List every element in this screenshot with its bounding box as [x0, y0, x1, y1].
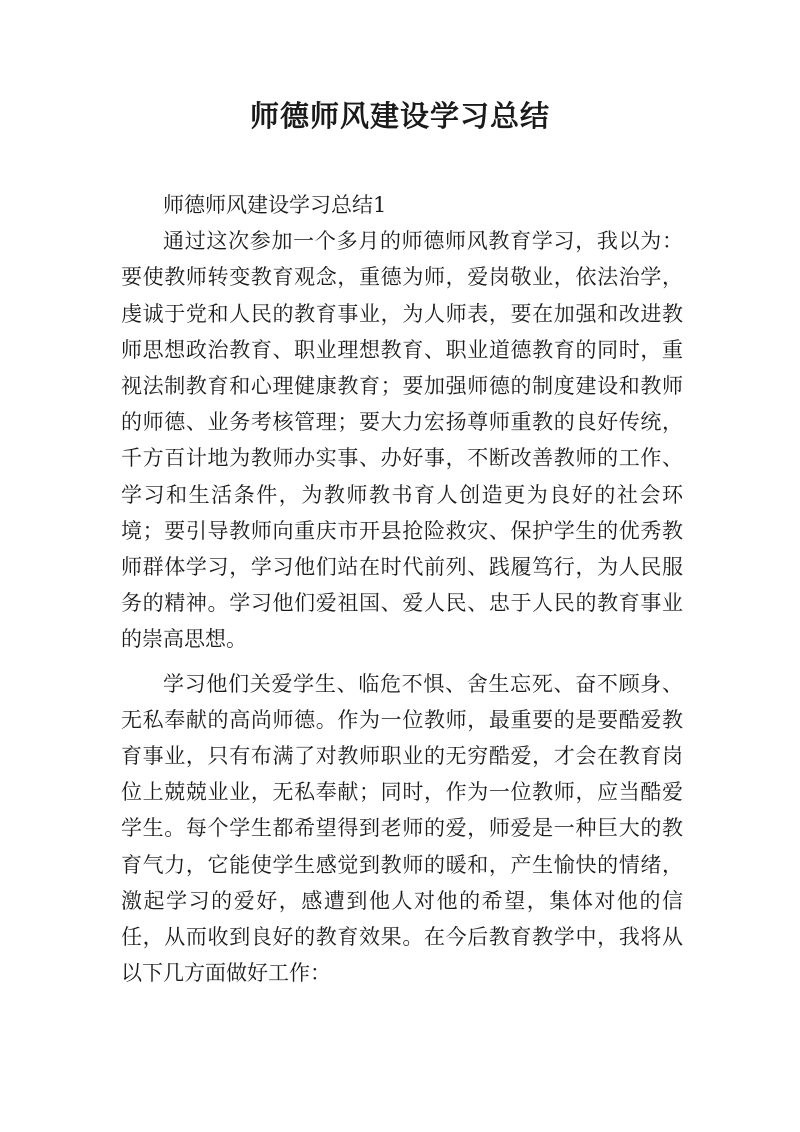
document-body: [121, 187, 683, 991]
body-paragraph-1: 通过这次参加一个多月的师德师风教育学习，我以为：要使教师转变教育观念，重德为师，爱岗敬业，依法治学，虔诚于党和人民的教育事业，为人师表，要在加强和改进教师思想政治教育、职业理想教育、职业道德教育的同时，重视法制教育和心理健康教育；要加强师德的制度建设和教师的师德、业务考核管理；要大力宏扬尊师重教的良好传统，千方百计地为教师办实事、办好事，不断改善教师的工作、学习和生活条件，为教师教书育人创造更为良好的社会环境；要引导教师向重庆市开县抢险救灾、保护学生的优秀教师群体学习，学习他们站在时代前列、践履笃行，为人民服务的精神。学习他们爱祖国、爱人民、忠于人民的教育事业的崇高思想。: [121, 229, 683, 652]
body-paragraph-2: 学习他们关爱学生、临危不惧、舍生忘死、奋不顾身、无私奉献的高尚师德。作为一位教师，最重要的是要酷爱教育事业，只有布满了对教师职业的无穷酷爱，才会在教育岗位上兢兢业业，无私奉献；同时，作为一位教师，应当酷爱学生。每个学生都希望得到老师的爱，师爱是一种巨大的教育气力，它能使学生感觉到教师的暖和，产生愉快的情绪，激起学习的爱好，感遭到他人对他的希望，集体对他的信任，从而收到良好的教育效果。在今后教育教学中，我将从以下几方面做好工作：: [121, 671, 683, 986]
section-subtitle: 师德师风建设学习总结1: [163, 193, 387, 217]
document-title: 师德师风建设学习总结: [249, 99, 550, 133]
